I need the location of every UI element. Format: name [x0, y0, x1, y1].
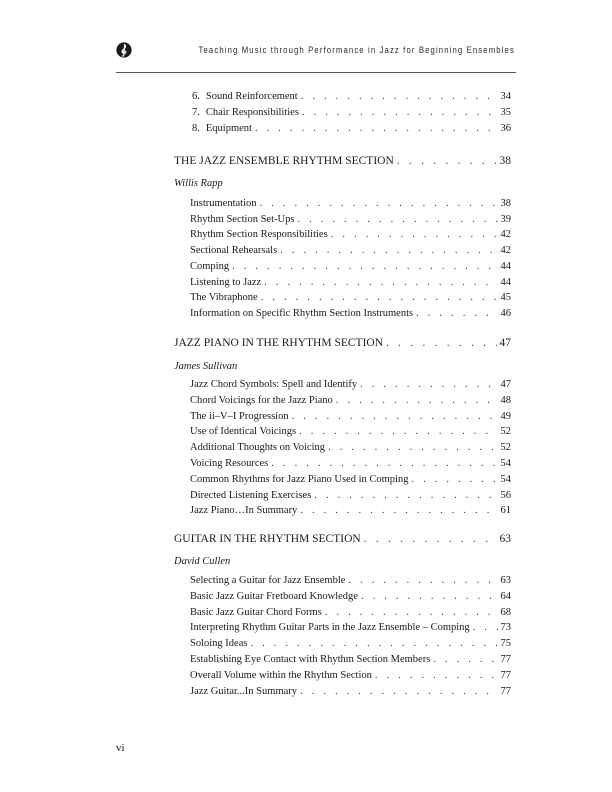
toc-item: [190, 276, 511, 290]
toc-item-page: 77: [500, 654, 511, 665]
toc-item-title: Basic Jazz Guitar Chord Forms: [190, 607, 322, 618]
dot-leader: [336, 394, 498, 408]
toc-item: [190, 653, 511, 667]
dot-leader: [364, 532, 497, 546]
dot-leader: [397, 154, 497, 168]
toc-item: [190, 489, 511, 503]
toc-item-page: 46: [500, 308, 511, 319]
toc-item: [190, 574, 511, 588]
toc-item-page: 34: [500, 91, 511, 102]
toc-item-page: 61: [500, 505, 511, 516]
toc-item-title: Sectional Rehearsals: [190, 245, 278, 256]
toc-item-number: 8.: [192, 123, 200, 134]
toc-item-title: Jazz Guitar...In Summary: [190, 686, 298, 697]
toc-item-page: 42: [500, 245, 511, 256]
toc-item-title: Sound Reinforcement: [205, 91, 298, 102]
toc-item-title: Instrumentation: [190, 198, 257, 209]
toc-item: [190, 504, 511, 518]
toc-item-title: Selecting a Guitar for Jazz Ensemble: [190, 575, 346, 586]
toc-item-page: 56: [500, 490, 511, 501]
toc-item: [190, 606, 511, 620]
dot-leader: [325, 606, 498, 620]
toc-item-number: 7.: [192, 107, 200, 118]
toc-item: [190, 637, 511, 651]
toc-item-page: 39: [500, 214, 511, 225]
section-heading: [174, 336, 511, 350]
section-heading-page: 38: [499, 155, 511, 167]
dot-leader: [314, 489, 497, 503]
toc-item-page: 54: [500, 458, 511, 469]
dot-leader: [386, 336, 496, 350]
dot-leader: [271, 457, 497, 471]
toc-item-page: 48: [500, 395, 511, 406]
toc-item: [190, 590, 511, 604]
section-author: James Sullivan: [174, 361, 238, 372]
dot-leader: [301, 90, 498, 104]
dot-leader: [473, 621, 498, 635]
page-number: vi: [116, 742, 125, 754]
dot-leader: [255, 122, 498, 136]
section-heading-page: 63: [499, 533, 511, 545]
dot-leader: [280, 244, 497, 258]
section-heading-title: GUITAR IN THE RHYTHM SECTION: [174, 533, 361, 545]
toc-item-number: 6.: [192, 91, 200, 102]
toc-item: [192, 106, 511, 120]
dot-leader: [328, 441, 497, 455]
toc-item-title: Information on Specific Rhythm Section Instruments: [190, 308, 414, 319]
toc-item: [190, 457, 511, 471]
toc-item: [192, 122, 511, 136]
toc-item-title: Voicing Resources: [190, 458, 269, 469]
section-heading: [174, 532, 511, 546]
toc-item: [190, 685, 511, 699]
toc-item-page: 35: [500, 107, 511, 118]
toc-item: [190, 394, 511, 408]
dot-leader: [360, 378, 497, 392]
section-heading-title: JAZZ PIANO IN THE RHYTHM SECTION: [174, 337, 384, 349]
toc-item-page: 64: [500, 591, 511, 602]
toc-item-title: Overall Volume within the Rhythm Section: [190, 670, 372, 681]
toc-item-page: 75: [500, 638, 511, 649]
toc-item-title: Rhythm Section Responsibilities: [190, 229, 328, 240]
toc-item-title: Directed Listening Exercises: [190, 490, 312, 501]
toc-item: [190, 669, 511, 683]
toc-item: [190, 410, 511, 424]
dot-leader: [416, 307, 497, 321]
toc-item-page: 45: [500, 292, 511, 303]
toc-item: [190, 307, 511, 321]
toc-item-title: Equipment: [205, 123, 252, 134]
dot-leader: [433, 653, 497, 667]
toc-item-title: Establishing Eye Contact with Rhythm Section Members: [190, 654, 431, 665]
toc-item: [190, 228, 511, 242]
toc-item: [190, 378, 511, 392]
toc-item-page: 63: [500, 575, 511, 586]
toc-item-page: 47: [500, 379, 511, 390]
dot-leader: [264, 276, 497, 290]
toc-item: [190, 425, 511, 439]
dot-leader: [261, 291, 498, 305]
toc-item-title: Use of Identical Voicings: [190, 426, 297, 437]
toc-item-title: Basic Jazz Guitar Fretboard Knowledge: [190, 591, 358, 602]
header-rule: [116, 72, 516, 73]
dot-leader: [232, 260, 497, 274]
toc-item: [190, 260, 511, 274]
toc-item: [190, 473, 511, 487]
dot-leader: [361, 590, 498, 604]
dot-leader: [300, 504, 497, 518]
toc-item-title: Chair Responsibilities: [205, 107, 299, 118]
toc-item-page: 77: [500, 670, 511, 681]
toc-item: [190, 244, 511, 258]
section-heading-page: 47: [499, 337, 511, 349]
toc-item-title: The Vibraphone: [190, 292, 258, 303]
toc-item: [190, 197, 511, 211]
toc-item-title: Jazz Piano…In Summary: [190, 505, 298, 516]
toc-item-page: 38: [500, 198, 511, 209]
toc-item-title: Chord Voicings for the Jazz Piano: [190, 395, 333, 406]
dot-leader: [260, 197, 498, 211]
toc-item: [190, 291, 511, 305]
dot-leader: [375, 669, 498, 683]
toc-item: [190, 621, 511, 635]
toc-item-page: 77: [500, 686, 511, 697]
toc-item-page: 49: [500, 411, 511, 422]
toc-item-title: Soloing Ideas: [190, 638, 248, 649]
toc-item-title: The ii–V–I Progression: [190, 411, 289, 422]
toc-item-page: 73: [500, 622, 511, 633]
toc-item-title: Listening to Jazz: [190, 277, 262, 288]
section-heading: [174, 154, 511, 168]
toc-item-title: Additional Thoughts on Voicing: [190, 442, 326, 453]
dot-leader: [411, 473, 497, 487]
section-author: Willis Rapp: [174, 178, 223, 189]
toc-item-title: Comping: [190, 261, 230, 272]
dot-leader: [302, 106, 498, 120]
toc-item-page: 44: [500, 277, 511, 288]
dot-leader: [297, 213, 497, 227]
section-author: David Cullen: [174, 556, 231, 567]
dot-leader: [299, 425, 497, 439]
toc-item-title: Common Rhythms for Jazz Piano Used in Comping: [190, 474, 409, 485]
dot-leader: [331, 228, 498, 242]
toc-item-page: 36: [500, 123, 511, 134]
toc-item-title: Jazz Chord Symbols: Spell and Identify: [190, 379, 358, 390]
toc-item: [192, 90, 511, 104]
toc-item: [190, 213, 511, 227]
toc-item-page: 54: [500, 474, 511, 485]
dot-leader: [348, 574, 497, 588]
treble-clef-logo-icon: [116, 42, 132, 58]
toc-item: [190, 441, 511, 455]
dot-leader: [300, 685, 497, 699]
toc-item-page: 52: [500, 442, 511, 453]
section-heading-title: THE JAZZ ENSEMBLE RHYTHM SECTION: [174, 155, 394, 167]
running-head: Teaching Music through Performance in Jazz for Beginning Ensembles: [198, 45, 515, 55]
dot-leader: [292, 410, 498, 424]
toc-item-page: 68: [500, 607, 511, 618]
toc-item-title: Interpreting Rhythm Guitar Parts in the Jazz Ensemble – Comping: [190, 622, 470, 633]
toc-item-title: Rhythm Section Set-Ups: [190, 214, 295, 225]
dot-leader: [250, 637, 497, 651]
toc-item-page: 42: [500, 229, 511, 240]
toc-item-page: 44: [500, 261, 511, 272]
toc-item-page: 52: [500, 426, 511, 437]
